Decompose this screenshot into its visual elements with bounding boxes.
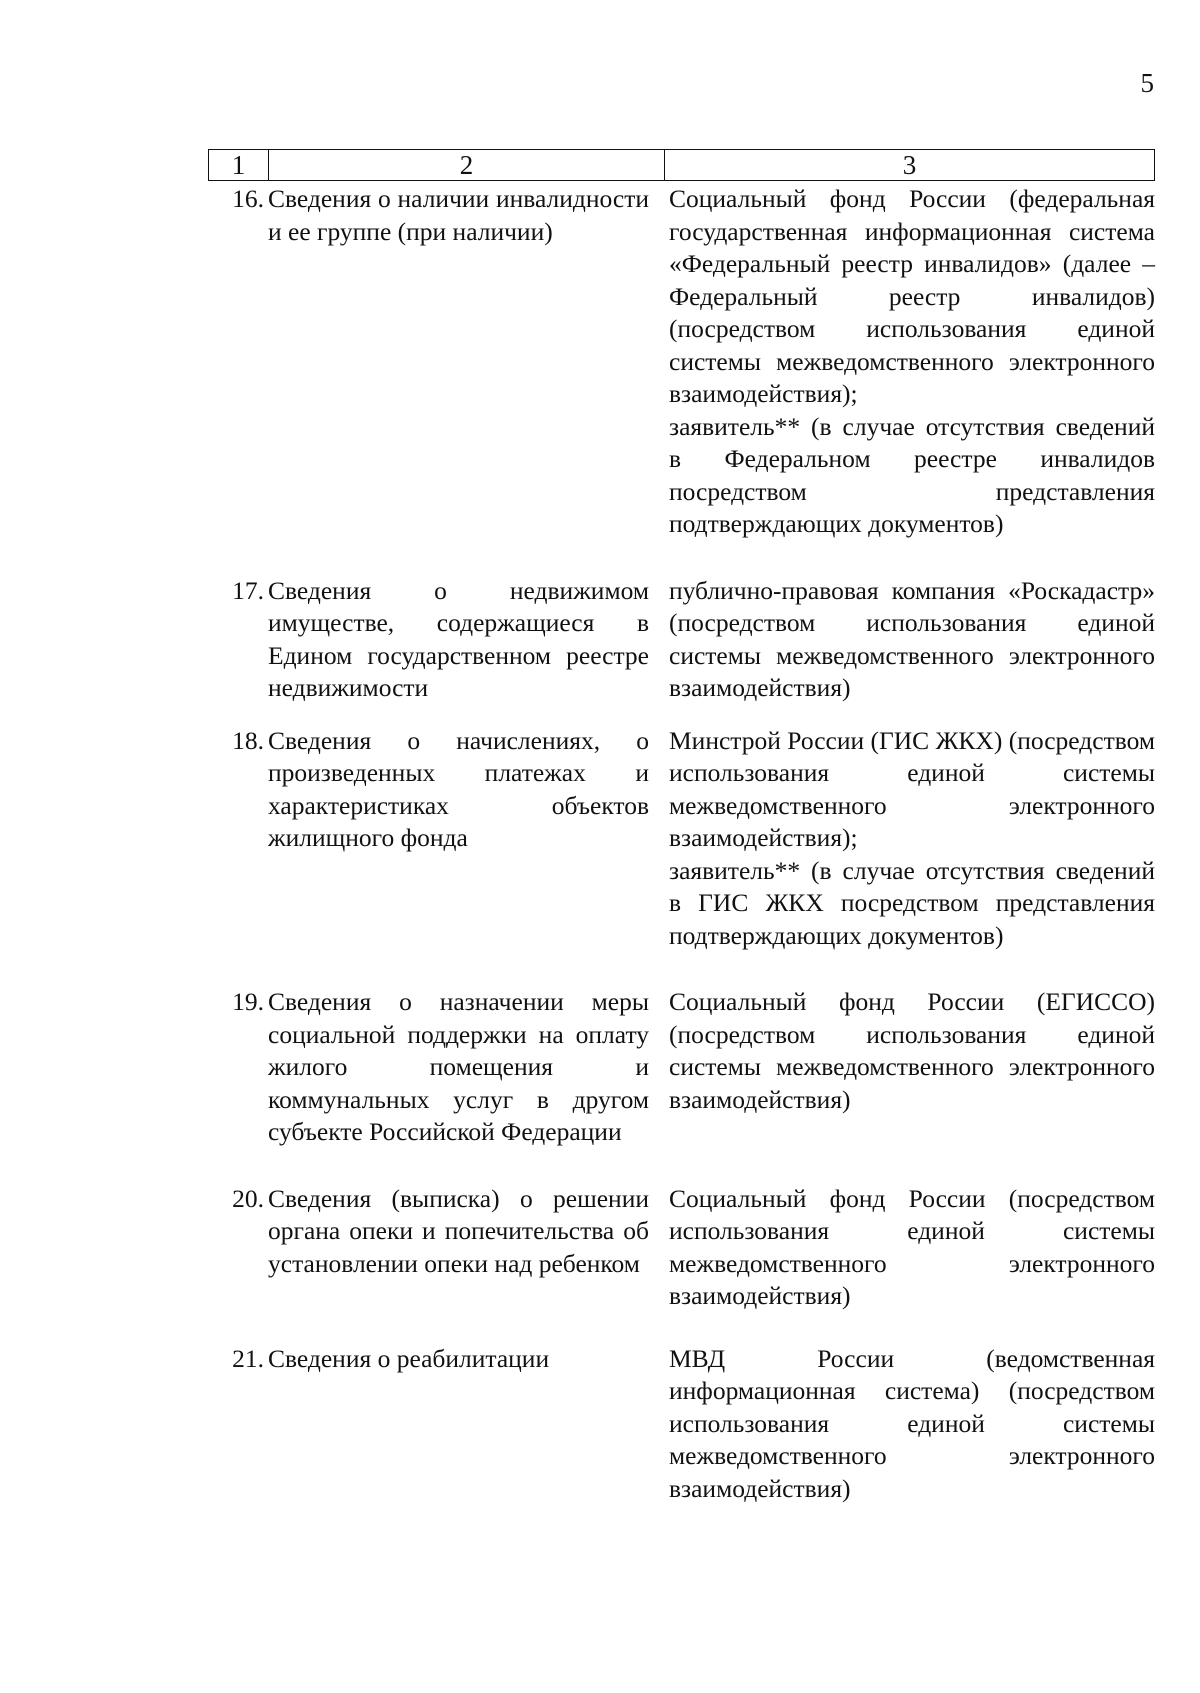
document-source — [663, 1183, 1155, 1313]
source-paragraph: Минстрой России (ГИС ЖКХ) (посредством использования единой системы межведомственного электронного взаимодействия); — [669, 725, 1155, 852]
document-source — [663, 1343, 1155, 1506]
table-row — [208, 1183, 1155, 1313]
row-number: 18. — [232, 725, 264, 755]
table-body — [208, 183, 1155, 1535]
document-name: Сведения о реабилитации — [268, 1343, 550, 1373]
document-name: Сведения о назначении меры социальной поддержки на оплату жилого помещения и коммунальных услуг в другом субъекте Российской Федерации — [268, 987, 649, 1146]
row-number: 20. — [232, 1183, 264, 1213]
table-header — [208, 149, 1155, 181]
document-source — [663, 183, 1155, 541]
source-paragraph: публично-правовая компания «Роскадастр» (посредством использования единой системы межведомственного электронного взаимодействия) — [669, 575, 1155, 702]
header-col-2: 2 — [269, 150, 665, 180]
document-name: Сведения о наличии инвалидности и ее группе (при наличии) — [268, 184, 649, 246]
page-number: 5 — [1140, 68, 1154, 98]
document-name: Сведения о недвижимом имуществе, содержащиеся в Едином государственном реестре недвижимости — [268, 575, 649, 702]
table-row — [208, 986, 1155, 1149]
header-col-3: 3 — [902, 150, 917, 180]
source-paragraph: Социальный фонд России (посредством использования единой системы межведомственного электронного взаимодействия) — [669, 1183, 1155, 1310]
document-name: Сведения (выписка) о решении органа опеки и попечительства об установлении опеки над ребенком — [268, 1183, 649, 1278]
table-row — [208, 575, 1155, 705]
row-number: 17. — [232, 575, 264, 605]
source-paragraph: заявитель** (в случае отсутствия сведений в ГИС ЖКХ посредством представления подтверждающих документов) — [669, 855, 1155, 950]
source-paragraph: заявитель** (в случае отсутствия сведений в Федеральном реестре инвалидов посредством представления подтверждающих документов) — [669, 411, 1155, 538]
table-row — [208, 183, 1155, 541]
document-source — [663, 986, 1155, 1149]
document-name: Сведения о начислениях, о произведенных платежах и характеристиках объектов жилищного фонда — [268, 725, 649, 852]
document-source — [663, 575, 1155, 705]
header-col-1: 1 — [209, 150, 269, 180]
table-row — [208, 1343, 1155, 1506]
row-number: 19. — [232, 987, 264, 1016]
row-number: 21. — [232, 1343, 264, 1373]
source-paragraph: Социальный фонд России (ЕГИССО) (посредством использования единой системы межведомственного электронного взаимодействия) — [669, 987, 1155, 1114]
source-paragraph: МВД России (ведомственная информационная система) (посредством использования единой системы межведомственного электронного взаимодействия) — [669, 1343, 1155, 1503]
table-row — [208, 725, 1155, 953]
row-number: 16. — [232, 184, 264, 213]
source-paragraph: Социальный фонд России (федеральная государственная информационная система «Федеральный реестр инвалидов» (далее – Федеральный реестр инвалидов) (посредством использования единой системы межведомственного электронного взаимодействия); — [669, 184, 1155, 408]
document-source — [663, 725, 1155, 953]
